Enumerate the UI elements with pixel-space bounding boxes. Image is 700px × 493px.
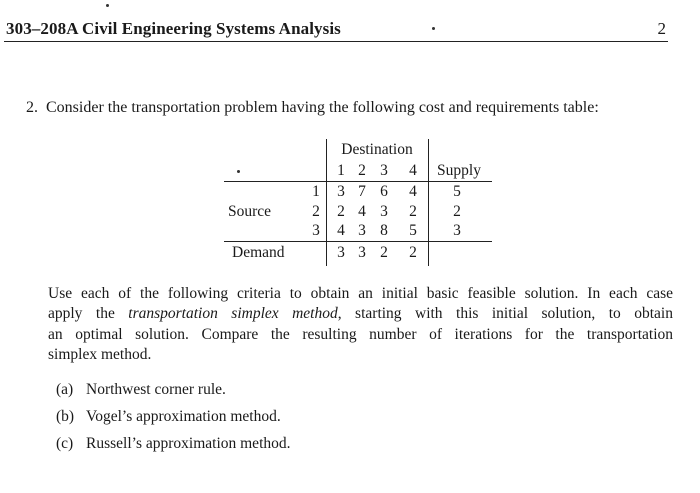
- demand-value: 3: [337, 244, 345, 261]
- demand-value: 2: [409, 244, 417, 261]
- part-item: [56, 380, 291, 407]
- table-rule: [224, 181, 492, 182]
- cost-cell: 4: [358, 203, 366, 220]
- source-row-label: 2: [312, 203, 320, 220]
- source-row-label: 1: [312, 183, 320, 200]
- supply-value: 3: [453, 222, 461, 239]
- destination-col-3: 3: [380, 162, 388, 179]
- page-number: 2: [657, 19, 666, 38]
- cost-cell: 4: [337, 222, 345, 239]
- parts-list: [56, 380, 291, 461]
- cost-cell: 2: [337, 203, 345, 220]
- destination-col-4: 4: [409, 162, 417, 179]
- instructions-text: , starting with this initial solution, to obtain: [337, 305, 673, 323]
- cost-cell: 4: [409, 183, 417, 200]
- supply-value: 2: [453, 203, 461, 220]
- course-title: 303–208A Civil Engineering Systems Analysis: [6, 19, 341, 38]
- cost-cell: 8: [380, 222, 388, 239]
- cost-cell: 3: [358, 222, 366, 239]
- cost-cell: 2: [409, 203, 417, 220]
- emphasis-method: transportation simplex method: [128, 305, 338, 323]
- supply-value: 5: [453, 183, 461, 200]
- source-row-label: 3: [312, 222, 320, 239]
- cost-cell: 6: [380, 183, 388, 200]
- instructions-text: apply the: [48, 305, 129, 323]
- demand-value: 2: [380, 244, 388, 261]
- table-rule: [326, 139, 327, 266]
- instructions-line: Use each of the following criteria to obtain an initial basic feasible solution. In each case: [48, 285, 673, 302]
- destination-col-2: 2: [358, 162, 366, 179]
- part-text: Northwest corner rule.: [86, 381, 226, 398]
- instructions-line: an optimal solution. Compare the resulting number of iterations for the transportation: [48, 325, 673, 343]
- problem-intro-text: Consider the transportation problem having the following cost and requirements table:: [46, 99, 599, 116]
- part-label: (a): [56, 381, 74, 398]
- instructions-paragraph: [48, 284, 673, 366]
- scan-speck: [432, 27, 435, 30]
- table-rule: [428, 139, 429, 266]
- supply-label: Supply: [437, 162, 481, 179]
- part-item: [56, 434, 291, 461]
- destination-label: Destination: [341, 141, 413, 158]
- part-text: Vogel’s approximation method.: [86, 408, 281, 425]
- source-label: Source: [228, 203, 272, 220]
- destination-col-1: 1: [337, 162, 345, 179]
- cost-cell: 7: [358, 183, 366, 200]
- part-label: (b): [56, 408, 75, 425]
- table-rule: [224, 241, 492, 242]
- cost-cell: 3: [380, 203, 388, 220]
- demand-value: 3: [358, 244, 366, 261]
- part-item: [56, 407, 291, 434]
- instructions-line: simplex method.: [48, 346, 152, 364]
- demand-label: Demand: [232, 244, 285, 261]
- problem-statement: [26, 99, 599, 117]
- part-label: (c): [56, 435, 74, 452]
- cost-cell: 5: [409, 222, 417, 239]
- problem-number: 2.: [26, 99, 38, 116]
- page-header: [4, 19, 668, 42]
- scan-speck: [106, 4, 109, 7]
- cost-cell: 3: [337, 183, 345, 200]
- part-text: Russell’s approximation method.: [86, 435, 291, 452]
- scan-speck: [237, 170, 240, 173]
- instructions-line: [48, 304, 673, 324]
